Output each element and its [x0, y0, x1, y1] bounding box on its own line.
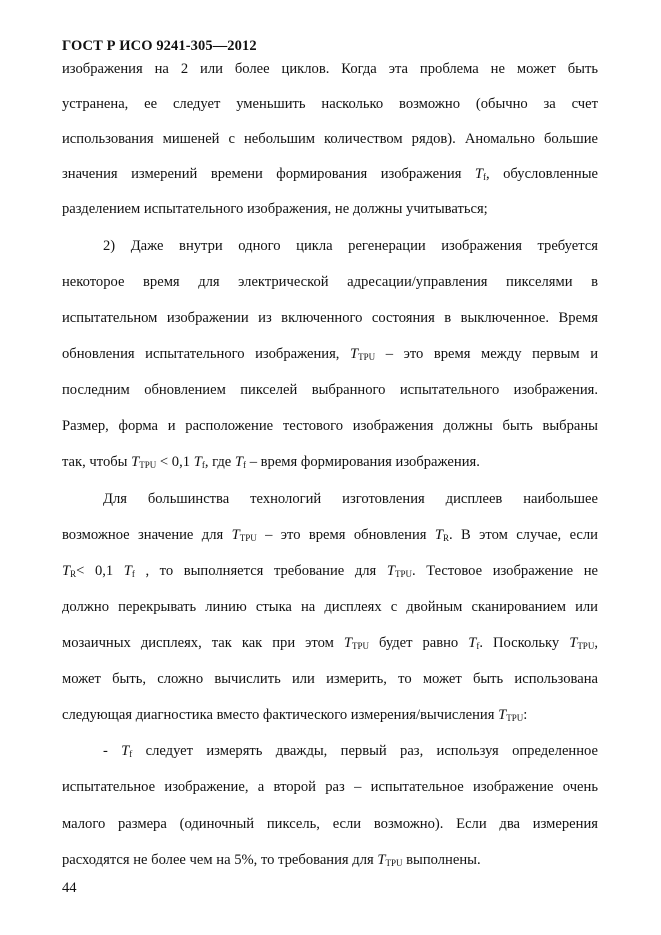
text-line-20: - $T_f$ следует измерять дважды, первый раз, используя определенное — [103, 743, 598, 759]
symbol-tf: $T_f$ — [234, 454, 247, 470]
text-line-17: мозаичных дисплеях, так как при этом $T_{TPU}$ будет равно $T_f$. Поскольку $T_{TPU}$, — [62, 635, 598, 651]
symbol-tf: $T_f$ — [121, 743, 133, 759]
symbol-tf: $T_f$ — [468, 635, 480, 651]
symbol-ttpu: $T_{TPU}$ — [377, 852, 403, 868]
symbol-ttpu: $T_{TPU}$ — [386, 563, 412, 579]
text-line-6: 2) Даже внутри одного цикла регенерации изображения требуется — [103, 238, 598, 254]
symbol-ttpu: $T_{TPU}$ — [343, 635, 369, 651]
text-line-9: обновления испытательного изображения, $T_{TPU}$ – это время между первым и — [62, 346, 599, 362]
page-number: 44 — [62, 880, 77, 896]
symbol-tf: $T_f$ — [123, 563, 135, 579]
document-header: ГОСТ Р ИСО 9241-305—2012 — [62, 38, 257, 54]
symbol-tr: $T_R$ — [62, 563, 77, 579]
symbol-ttpu: $T_{TPU}$ — [231, 527, 257, 543]
text-line-15: $T_R< 0,1$ $T_f$ , то выполняется требование для $T_{TPU}$. Тестовое изображение не — [62, 563, 599, 579]
text-line-11: Размер, форма и расположение тестового изображения должны быть выбраны — [62, 418, 598, 434]
text-line-23: расходятся не более чем на 5%, то требования для $T_{TPU}$ выполнены. — [62, 852, 481, 868]
symbol-tf: $T_f$ — [474, 166, 486, 182]
text-line-5: разделением испытательного изображения, не должны учитываться; — [62, 201, 488, 217]
text-line-14: возможное значение для $T_{TPU}$ – это время обновления $T_R$. В этом случае, если — [62, 527, 598, 543]
text-line-16: должно перекрывать линию стыка на дисплеях с двойным сканированием или — [62, 599, 598, 615]
symbol-tf: $T_f$ — [193, 454, 205, 470]
symbol-ttpu: $T_{TPU}$ — [350, 346, 376, 362]
symbol-ttpu: $T_{TPU}$ — [131, 454, 157, 470]
text-line-21: испытательное изображение, а второй раз – испытательное изображение очень — [62, 779, 598, 795]
text-line-19: следующая диагностика вместо фактического измерения/вычисления $T_{TPU}$: — [62, 707, 528, 723]
text-line-13: Для большинства технологий изготовления дисплеев наибольшее — [103, 491, 598, 507]
text-line-2: устранена, ее следует уменьшить насколько возможно (обычно за счет — [62, 96, 598, 112]
text-line-7: некоторое время для электрической адресации/управления пикселями в — [62, 274, 598, 290]
symbol-tr: $T_R$ — [434, 527, 449, 543]
text-line-10: последним обновлением пикселей выбранного испытательного изображения. — [62, 382, 598, 398]
symbol-ttpu: $T_{TPU}$ — [498, 707, 524, 723]
text-line-18: может быть, сложно вычислить или измерить, то может быть использована — [62, 671, 598, 687]
text-line-12: так, чтобы $T_{TPU} < 0,1$ $T_f$, где $T_f$ – время формирования изображения. — [62, 454, 480, 470]
text-line-1: изображения на 2 или более циклов. Когда эта проблема не может быть — [62, 61, 598, 77]
text-line-8: испытательном изображении из включенного состояния в выключенное. Время — [62, 310, 598, 326]
text-line-22: малого размера (одиночный пиксель, если возможно). Если два измерения — [62, 816, 598, 832]
text-line-4: значения измерений времени формирования изображения $T_f$, обусловленные — [62, 166, 598, 182]
text-line-3: использования мишеней с небольшим количеством рядов). Аномально большие — [62, 131, 598, 147]
symbol-ttpu: $T_{TPU}$ — [569, 635, 595, 651]
